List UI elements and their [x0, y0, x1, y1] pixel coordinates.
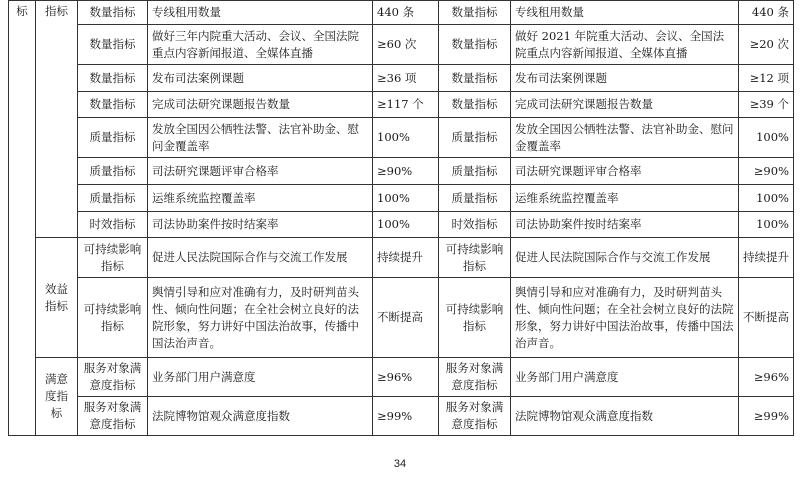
level2-satisfaction-cell: 满意 度指 标 [36, 358, 78, 436]
indicator-cell: 发布司法案例课题 [148, 65, 373, 92]
value-cell-b: ≥90% [739, 158, 794, 185]
value-cell: 不断提高 [373, 278, 439, 358]
value-cell: ≥117 个 [373, 92, 439, 118]
level3-cell-b: 质量指标 [439, 118, 511, 158]
indicator-cell: 司法研究课题评审合格率 [148, 158, 373, 185]
value-cell: ≥60 次 [373, 25, 439, 65]
value-cell-b: 100% [739, 212, 794, 238]
table-row [9, 65, 794, 92]
level3-cell: 质量指标 [78, 118, 148, 158]
indicator-cell: 专线租用数量 [148, 1, 373, 25]
indicator-cell: 发放全国因公牺牲法警、法官补助金、慰问金覆盖率 [148, 118, 373, 158]
page-number: 34 [393, 458, 407, 470]
value-cell-b: ≥12 项 [739, 65, 794, 92]
indicator-cell-b: 发布司法案例课题 [511, 65, 739, 92]
indicator-cell: 完成司法研究课题报告数量 [148, 92, 373, 118]
level3-cell: 数量指标 [78, 1, 148, 25]
table-row [9, 212, 794, 238]
level3-cell-b: 数量指标 [439, 65, 511, 92]
indicator-cell: 业务部门用户满意度 [148, 358, 373, 397]
table-row [9, 158, 794, 185]
table-row [9, 397, 794, 436]
indicator-cell: 做好三年内院重大活动、会议、全国法院重点内容新闻报道、全媒体直播 [148, 25, 373, 65]
indicator-cell-b: 法院博物馆观众满意度指数 [511, 397, 739, 436]
level3-cell: 可持续影响指标 [78, 278, 148, 358]
value-cell-b: 不断提高 [739, 278, 794, 358]
value-cell: 100% [373, 212, 439, 238]
value-cell: 持续提升 [373, 238, 439, 278]
level3-cell: 质量指标 [78, 158, 148, 185]
value-cell-b: 100% [739, 185, 794, 212]
performance-table [8, 0, 794, 436]
level3-cell: 数量指标 [78, 65, 148, 92]
table-row [9, 25, 794, 65]
indicator-cell-b: 专线租用数量 [511, 1, 739, 25]
level3-cell: 数量指标 [78, 25, 148, 65]
level3-cell: 服务对象满意度指标 [78, 397, 148, 436]
level3-cell: 时效指标 [78, 212, 148, 238]
value-cell-b: 100% [739, 118, 794, 158]
value-cell-b: 持续提升 [739, 238, 794, 278]
level3-cell-b: 服务对象满意度指标 [439, 397, 511, 436]
indicator-cell-b: 完成司法研究课题报告数量 [511, 92, 739, 118]
level3-cell-b: 数量指标 [439, 25, 511, 65]
value-cell: 440 条 [373, 1, 439, 25]
indicator-cell-b: 舆情引导和应对准确有力，及时研判苗头性、倾向性问题；在全社会树立良好的法院形象，努力讲好中国法治故事，传播中国法治声音。 [511, 278, 739, 358]
level3-cell-b: 可持续影响指标 [439, 278, 511, 358]
table-row [9, 278, 794, 358]
value-cell: ≥36 项 [373, 65, 439, 92]
value-cell-b: ≥39 个 [739, 92, 794, 118]
level3-cell-b: 可持续影响指标 [439, 238, 511, 278]
table-row [9, 358, 794, 397]
indicator-cell: 法院博物馆观众满意度指数 [148, 397, 373, 436]
level3-cell: 数量指标 [78, 92, 148, 118]
indicator-cell-b: 业务部门用户满意度 [511, 358, 739, 397]
indicator-cell-b: 司法研究课题评审合格率 [511, 158, 739, 185]
level3-cell-b: 质量指标 [439, 185, 511, 212]
value-cell: ≥90% [373, 158, 439, 185]
value-cell-b: ≥96% [739, 358, 794, 397]
indicator-cell-b: 做好 2021 年院重大活动、会议、全国法院重点内容新闻报道、全媒体直播 [511, 25, 739, 65]
value-cell: 100% [373, 118, 439, 158]
value-cell: ≥96% [373, 358, 439, 397]
level2-benefit-cell: 效益 指标 [36, 238, 78, 358]
table-row [9, 185, 794, 212]
level3-cell-b: 数量指标 [439, 1, 511, 25]
level3-cell-b: 数量指标 [439, 92, 511, 118]
value-cell: 100% [373, 185, 439, 212]
indicator-cell: 促进人民法院国际合作与交流工作发展 [148, 238, 373, 278]
value-cell-b: 440 条 [739, 1, 794, 25]
level2-output-cell: 指标 [36, 1, 78, 238]
indicator-cell-b: 运维系统监控覆盖率 [511, 185, 739, 212]
level3-cell-b: 时效指标 [439, 212, 511, 238]
value-cell: ≥99% [373, 397, 439, 436]
value-cell-b: ≥99% [739, 397, 794, 436]
table-row [9, 238, 794, 278]
indicator-cell: 运维系统监控覆盖率 [148, 185, 373, 212]
indicator-cell-b: 发放全国因公牺牲法警、法官补助金、慰问金覆盖率 [511, 118, 739, 158]
indicator-cell: 舆情引导和应对准确有力，及时研判苗头性、倾向性问题；在全社会树立良好的法院形象，努力讲好中国法治故事，传播中国法治声音。 [148, 278, 373, 358]
level3-cell-b: 服务对象满意度指标 [439, 358, 511, 397]
table-row [9, 92, 794, 118]
indicator-cell: 司法协助案件按时结案率 [148, 212, 373, 238]
table-row [9, 118, 794, 158]
indicator-cell-b: 促进人民法院国际合作与交流工作发展 [511, 238, 739, 278]
level3-cell-b: 质量指标 [439, 158, 511, 185]
value-cell-b: ≥20 次 [739, 25, 794, 65]
indicator-cell-b: 司法协助案件按时结案率 [511, 212, 739, 238]
level3-cell: 服务对象满意度指标 [78, 358, 148, 397]
table-row [9, 1, 794, 25]
level1-cell: 标 [9, 1, 36, 436]
level3-cell: 可持续影响指标 [78, 238, 148, 278]
level3-cell: 质量指标 [78, 185, 148, 212]
